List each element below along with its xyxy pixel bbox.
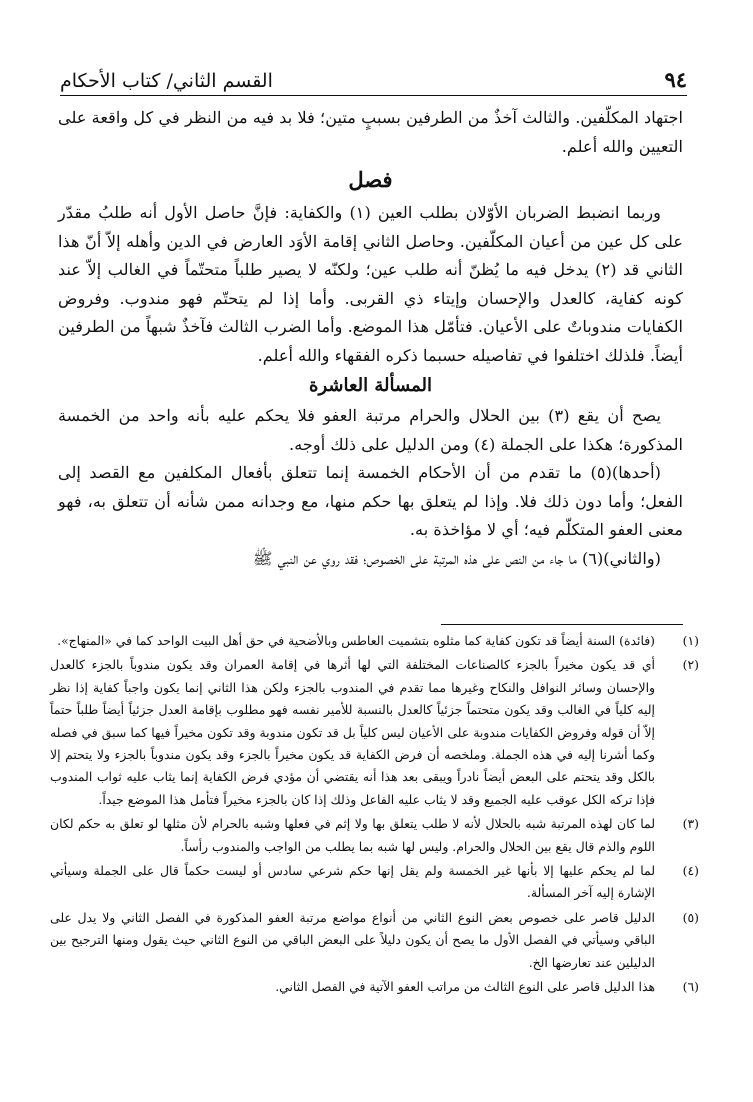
section-heading-masala: المسألة العاشرة <box>309 375 432 396</box>
footnote <box>50 813 699 858</box>
page-number: ٩٤ <box>664 67 687 92</box>
footnote <box>50 860 699 905</box>
footnote-text: (فائدة) السنة أيضاً قد تكون كفاية كما مثلوه بتشميت العاطس وبالأضحية في حق أهل البيت الواحد كما في «المنهاج». <box>57 633 655 648</box>
footnote-number: (٥) <box>682 909 699 925</box>
footnote <box>50 907 699 974</box>
footnote <box>50 630 699 652</box>
footnote-number: (١) <box>682 633 699 648</box>
main-text <box>58 104 683 573</box>
footnote-number: (٣) <box>682 816 699 832</box>
footnote <box>50 976 699 998</box>
paragraph-first-proof: (أحدها)(٥) ما تقدم من أن الأحكام الخمسة إنما تتعلق بأفعال المكلفين مع القصد إلى الفعل؛ وأما دون ذلك فلا. وإذا لم يتعلق بها حكم منها، مع وجدانه ممن شأنه أن تتعلق به، فهو معنى العفو المتكلّم فيه؛ أي لا مؤاخذة به. <box>58 463 683 539</box>
footnote-text: لما كان لهذه المرتبة شبه بالحلال لأنه لا طلب يتعلق بها ولا إثم في فعلها وشبه بالحرام لأن مثلها لو تعلق به حكم لكان اللوم والذم قال يقع بين الحلال والحرام. وليس لها شبه بما يطلب من الواجب والمندوب رأساً. <box>50 816 655 854</box>
footnotes <box>50 630 699 1001</box>
paragraph-continuation: اجتهاد المكلّفين. والثالث آخذٌ من الطرفين بسببٍ متين؛ فلا بد فيه من النظر في كل واقعة على التعيين والله أعلم. <box>58 108 683 156</box>
footnote-number: (٦) <box>682 979 699 995</box>
page-header <box>60 58 687 96</box>
paragraph-masala-intro: يصح أن يقع (٣) بين الحلال والحرام مرتبة العفو فلا يحكم عليه بأنه واحد من الخمسة المذكورة؛ هكذا على الجملة (٤) ومن الدليل على ذلك أوجه. <box>58 406 683 454</box>
footnote-divider <box>441 624 683 625</box>
paragraph-second-proof: (والثاني)(٦) ما جاء من النص على هذه المرتبة على الخصوص؛ فقد روي عن النبي ﷺ <box>252 548 661 568</box>
footnote-number: (٤) <box>682 863 699 879</box>
footnote-number: (٢) <box>682 657 699 673</box>
footnote-text: هذا الدليل قاصر على النوع الثالث من مراتب العفو الآتية في الفصل الثاني. <box>275 979 655 995</box>
section-heading-fasl: فصل <box>348 167 393 192</box>
paragraph-fasl: وربما انضبط الضربان الأوّلان بطلب العين (١) والكفاية: فإنَّ حاصل الأول أنه طلبُ مقدّر على كل عين من أعيان المكلّفين. وحاصل الثاني إقامة الأوَد العارض في الدين وأهله إلاّ أنّ هذا الثاني قد (٢) يدخل فيه ما يُظنّ أنه طلب عين؛ ولكنّه لا يصير طلباً متحتّماً في الغالب إلاّ عند كونه كفاية، كالعدل والإحسان وإيتاء ذي القربى. وأما إذا لم يتحتّم فهو مندوب. وفروض الكفايات مندوباتٌ على الأعيان. فتأمّل هذا الموضع. وأما الضرب الثالث فآخذٌ شبهاً من الطرفين أيضاً. فلذلك اختلفوا في تفاصيله حسبما ذكره الفقهاء والله أعلم. <box>58 203 683 365</box>
footnote-text: لما لم يحكم عليها إلا بأنها غير الخمسة ولم يقل إنها حكم شرعي سادس أو ليست حكماً قال على الجملة وسيأتي الإشارة إليه آخر المسألة. <box>50 863 655 901</box>
footnote-text: أي قد يكون مخيراً بالجزء كالصناعات المختلفة التي لها أثرها في إقامة العمران وقد يكون مندوباً بالجزء كالعدل والإحسان وسائر النوافل والنكاح وغيرها مما تقدم في المندوب بالجزء ولكن هذا الثاني إنما يكون واجباً كفاية إذا نظر إليه كلياً في الغالب وقد يكون متحتماً جزئياً كالعدل بالنسبة للأمير نفسه فهو مطلوب بإقامة العدل جزئياً أيضاً طلباً حتماً إلاّ أن قوله وفروض الكفايات مندوبة على الأعيان ليس كلياً بل قد تكون مندوبة وقد تكون مخيراً فيها كما سبق في فصله وكما أشرنا إليه في هذه الجملة. وملخصه أن فرض الكفاية قد يكون مخيراً بالجزء وقد يكون مندوباً بالجزء ولا يتحتم إلا بالكل وقد يتحتم على البعض أيضاً نادراً ويبقى بعد هذا أنه يقتضي أن مؤدي فرض الكفاية إنما يثاب عليه ثواب المندوب فإذا تركه الكل عوقب عليه الجميع وقد لا يثاب عليه الفاعل وذلك إذا كان بالجزء مخيراً فتأمل هذا الموضع جيداً. <box>50 657 655 807</box>
footnote <box>50 654 699 811</box>
running-title: القسم الثاني/ كتاب الأحكام <box>60 70 273 92</box>
footnote-text: الدليل قاصر على خصوص بعض النوع الثاني من أنواع مواضع مرتبة العفو المذكورة في الفصل الثاني ولا يدل على الباقي وسيأتي في الفصل الأول ما يصح أن يكون دليلاً على البعض الباقي من النوع الثاني حيث يقول ومنها الترجيح بين الدليلين عند تعارضها الخ. <box>50 909 655 970</box>
